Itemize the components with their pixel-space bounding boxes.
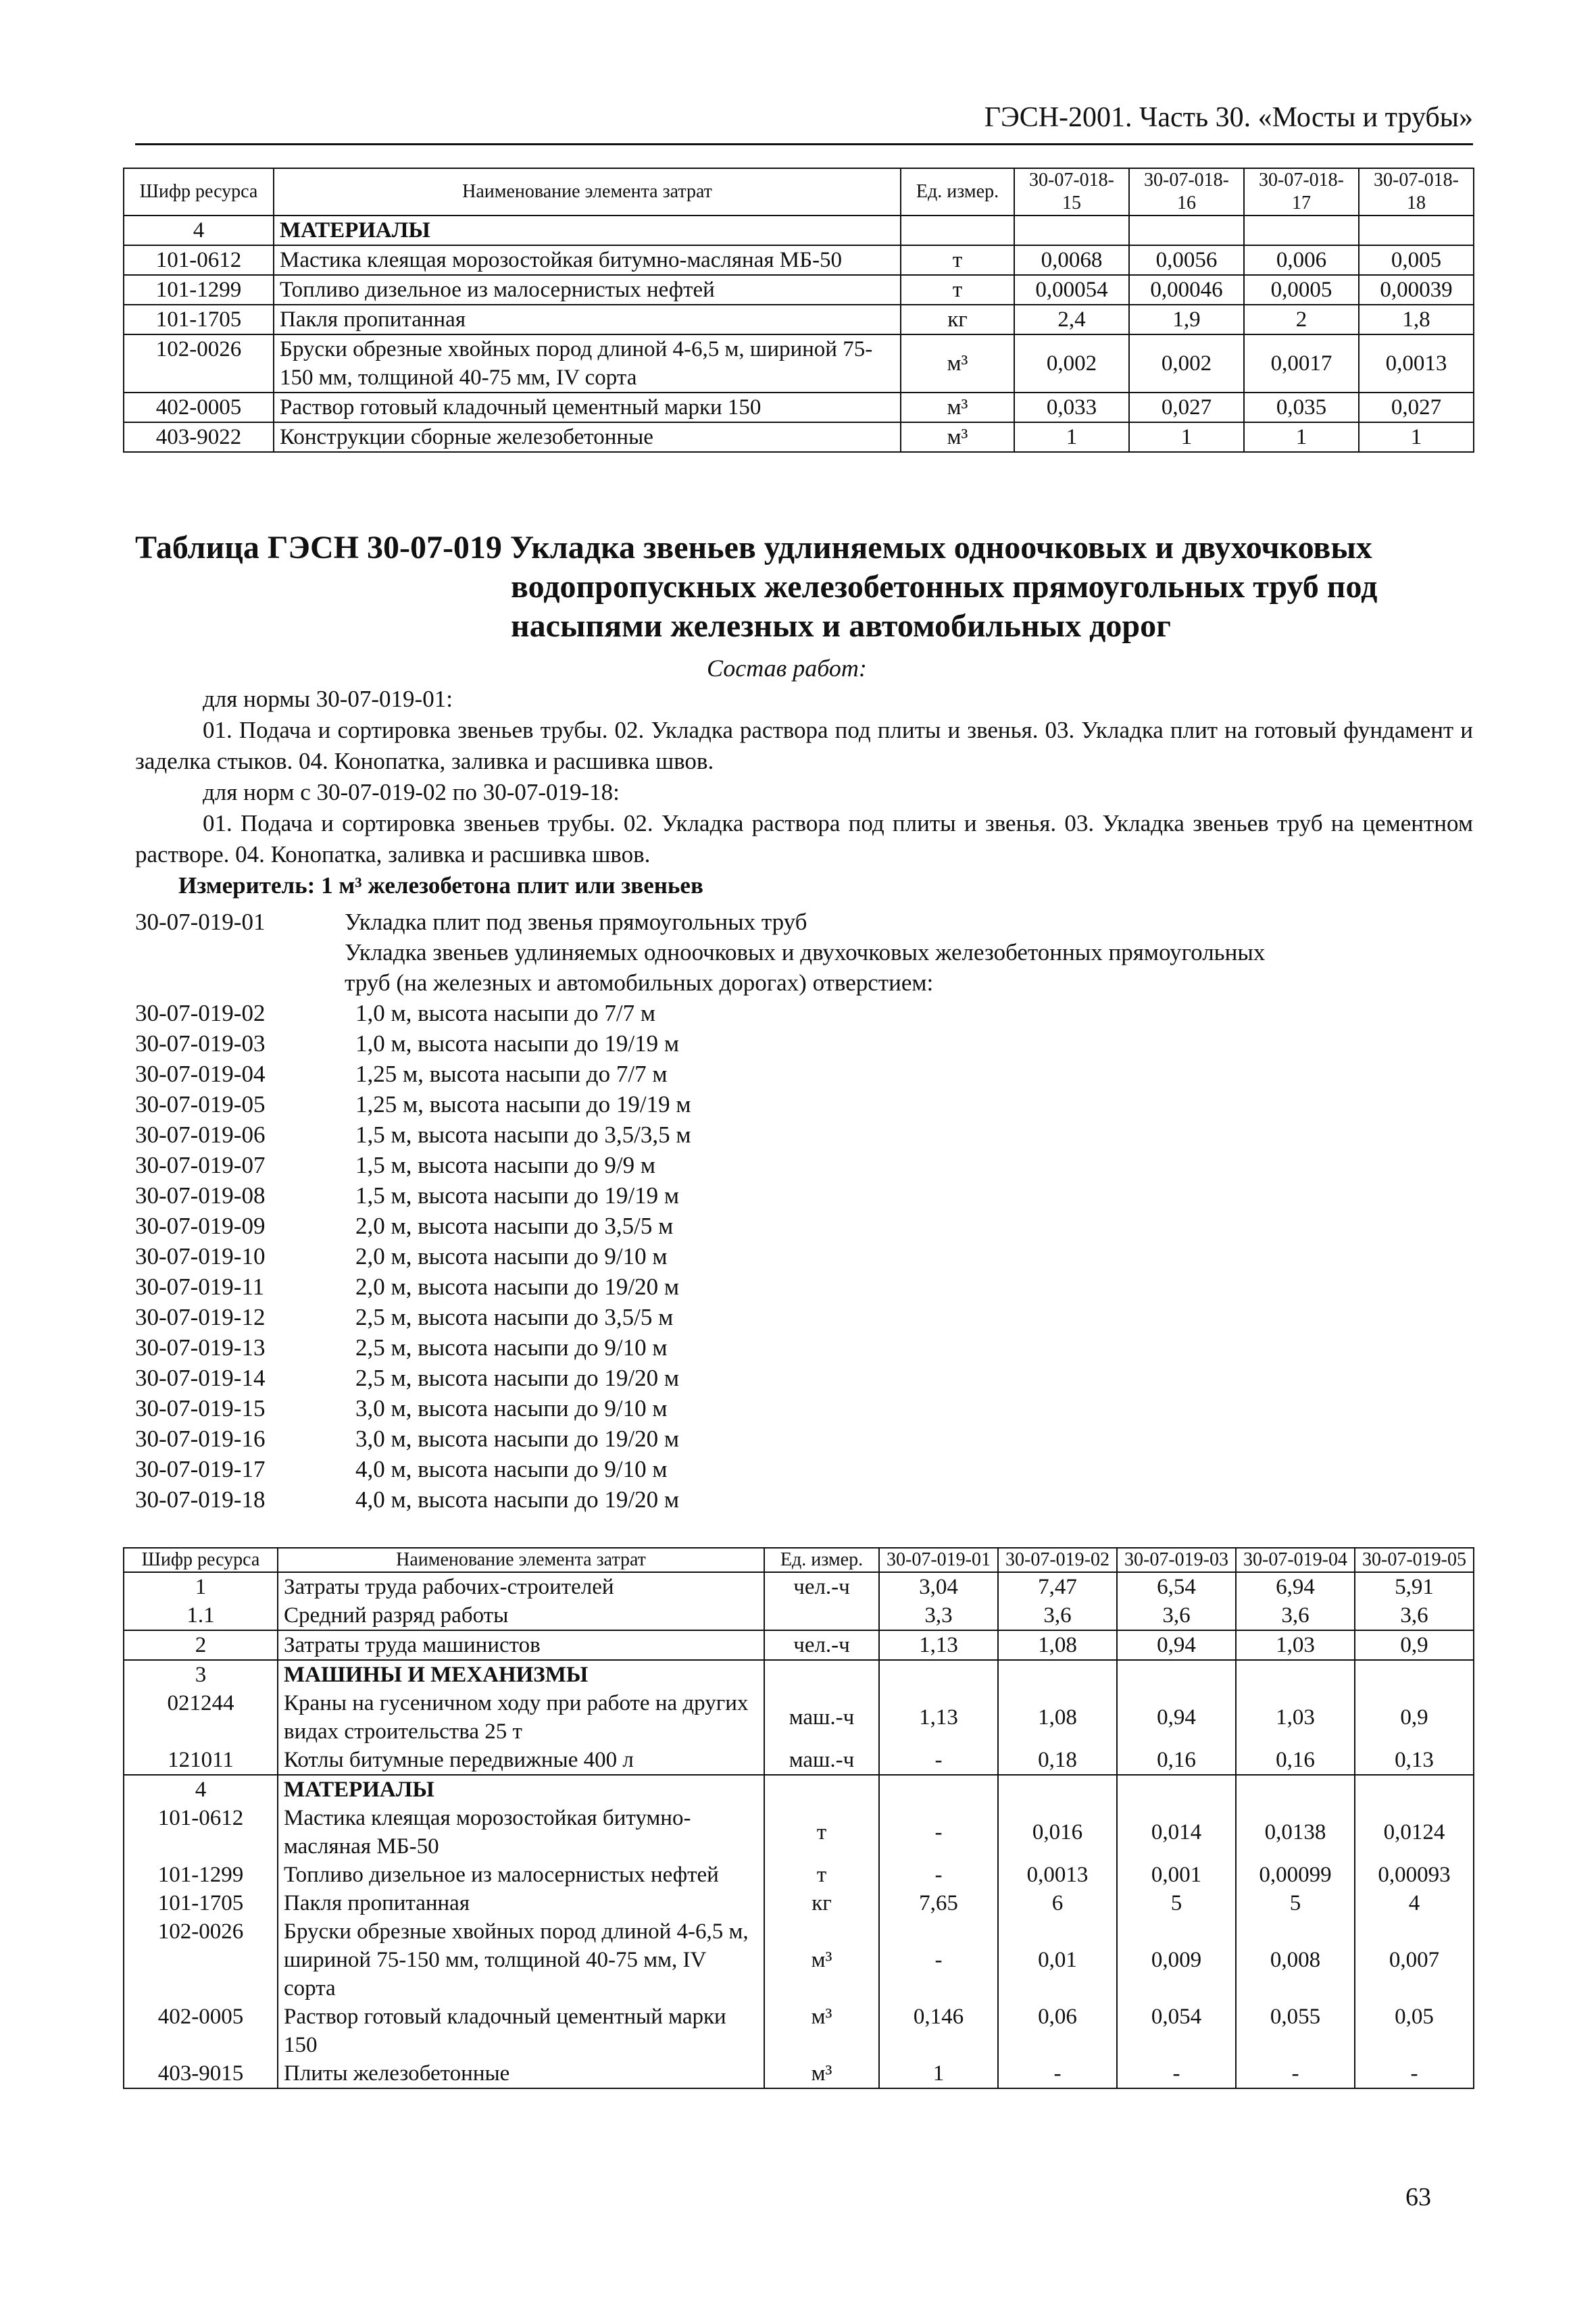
list-item	[135, 967, 1473, 998]
list-item	[135, 1454, 1473, 1484]
value-cell: 1,03	[1236, 1630, 1355, 1660]
norms-list	[135, 907, 1473, 1515]
resource-name-cell: Котлы битумные передвижные 400 л	[278, 1746, 764, 1775]
resource-code-cell: 101-1299	[124, 275, 274, 305]
norm-code: 30-07-019-12	[135, 1304, 266, 1330]
value-cell: 0,054	[1117, 2003, 1236, 2059]
header-cell: Ед. измер.	[764, 1548, 879, 1572]
value-cell: 0,00046	[1129, 275, 1244, 305]
unit-cell	[764, 1775, 879, 1804]
value-cell: 0,0124	[1355, 1804, 1474, 1861]
norm-code: 30-07-019-02	[135, 1000, 266, 1026]
list-item	[135, 1211, 1473, 1241]
table-row	[124, 1601, 1474, 1630]
value-cell: 0,9	[1355, 1630, 1474, 1660]
table-row	[124, 1804, 1474, 1861]
header-cell: 30-07-019-02	[998, 1548, 1117, 1572]
value-cell: -	[879, 1746, 998, 1775]
table-body	[124, 1572, 1474, 2088]
value-cell: 0,94	[1117, 1689, 1236, 1746]
value-cell: 0,027	[1129, 393, 1244, 422]
value-cell: 1	[879, 2059, 998, 2088]
value-cell: 0,146	[879, 2003, 998, 2059]
value-cell: 0,0005	[1244, 275, 1359, 305]
norm-code: 30-07-019-01	[135, 909, 266, 935]
value-cell: 5,91	[1355, 1572, 1474, 1601]
unit-cell: м³	[901, 393, 1014, 422]
resource-code-cell: 101-1705	[124, 1889, 278, 1917]
table-title	[135, 528, 1473, 646]
table-row	[124, 1861, 1474, 1889]
list-item	[135, 1363, 1473, 1393]
unit-cell: м³	[764, 2003, 879, 2059]
value-cell: 0,00099	[1236, 1861, 1355, 1889]
value-cell	[998, 1775, 1117, 1804]
value-cell: 0,01	[998, 1917, 1117, 2003]
composition-text	[135, 684, 1473, 901]
unit-cell: кг	[764, 1889, 879, 1917]
table-row	[124, 422, 1474, 452]
unit-cell	[764, 1660, 879, 1689]
resource-name-cell: Мастика клеящая морозостойкая битумно-масляная МБ-50	[274, 245, 901, 275]
norm-desc: 2,0 м, высота насыпи до 3,5/5 м	[355, 1213, 674, 1239]
norm-code: 30-07-019-11	[135, 1274, 265, 1300]
norm-code: 30-07-019-09	[135, 1213, 266, 1239]
list-item	[135, 937, 1473, 967]
resource-code-cell: 101-1705	[124, 305, 274, 334]
value-cell: 1	[1244, 422, 1359, 452]
resource-code-cell: 1.1	[124, 1601, 278, 1630]
norm-code: 30-07-019-16	[135, 1426, 266, 1452]
value-cell: 0,016	[998, 1804, 1117, 1861]
norm-label: для нормы 30-07-019-01:	[203, 686, 453, 712]
norm-desc: 3,0 м, высота насыпи до 19/20 м	[355, 1426, 679, 1452]
header-cell: 30-07-018-15	[1014, 168, 1129, 216]
resource-name-cell: Бруски обрезные хвойных пород длиной 4-6,5 м, шириной 75-150 мм, толщиной 40-75 мм, IV сорта	[278, 1917, 764, 2003]
header-cell: Ед. измер.	[901, 168, 1014, 216]
measure-unit: Измеритель: 1 м³ железобетона плит или звеньев	[178, 872, 703, 899]
resource-name-cell: Краны на гусеничном ходу при работе на других видах строительства 25 т	[278, 1689, 764, 1746]
header-cell: Наименование элемента затрат	[278, 1548, 764, 1572]
value-cell: 6,54	[1117, 1572, 1236, 1601]
norm-desc: 1,5 м, высота насыпи до 3,5/3,5 м	[355, 1122, 691, 1148]
list-item	[135, 1150, 1473, 1180]
value-cell: -	[1355, 2059, 1474, 2088]
norm-desc: 4,0 м, высота насыпи до 9/10 м	[355, 1456, 668, 1482]
unit-cell	[764, 1601, 879, 1630]
unit-cell: чел.-ч	[764, 1630, 879, 1660]
value-cell: 5	[1236, 1889, 1355, 1917]
table-row	[124, 1917, 1474, 2003]
resource-code-cell: 1	[124, 1572, 278, 1601]
resource-code-cell: 4	[124, 1775, 278, 1804]
resource-table-019	[123, 1547, 1474, 2089]
value-cell: 0,0138	[1236, 1804, 1355, 1861]
header-cell: 30-07-019-01	[879, 1548, 998, 1572]
value-cell: 3,6	[998, 1601, 1117, 1630]
resource-name-cell: МАТЕРИАЛЫ	[274, 216, 901, 245]
value-cell: 3,3	[879, 1601, 998, 1630]
table-row	[124, 1630, 1474, 1660]
table-header-row	[124, 168, 1474, 216]
value-cell: 0,007	[1355, 1917, 1474, 2003]
unit-cell: кг	[901, 305, 1014, 334]
value-cell: 1	[1014, 422, 1129, 452]
value-cell: 0,009	[1117, 1917, 1236, 2003]
table-body	[124, 216, 1474, 452]
table-row	[124, 245, 1474, 275]
resource-code-cell: 101-1299	[124, 1861, 278, 1889]
value-cell: 7,47	[998, 1572, 1117, 1601]
header-cell: 30-07-018-18	[1359, 168, 1474, 216]
norm-code: 30-07-019-03	[135, 1030, 266, 1057]
unit-cell: м³	[764, 1917, 879, 2003]
resource-code-cell: 3	[124, 1660, 278, 1689]
header-cell: Шифр ресурса	[124, 168, 274, 216]
table-header-row	[124, 1548, 1474, 1572]
norm-desc: 2,5 м, высота насыпи до 9/10 м	[355, 1334, 668, 1361]
value-cell	[998, 1660, 1117, 1689]
norm-code: 30-07-019-10	[135, 1243, 266, 1269]
value-cell: 0,18	[998, 1746, 1117, 1775]
resource-code-cell: 102-0026	[124, 1917, 278, 2003]
norm-desc: 1,0 м, высота насыпи до 7/7 м	[355, 1000, 655, 1026]
value-cell: -	[879, 1917, 998, 2003]
norm-desc: 2,0 м, высота насыпи до 9/10 м	[355, 1243, 668, 1269]
value-cell	[1236, 1660, 1355, 1689]
value-cell: -	[879, 1804, 998, 1861]
value-cell: 3,04	[879, 1572, 998, 1601]
norm-group-desc: Укладка звеньев удлиняемых одноочковых и двухочковых железобетонных прямоугольных	[345, 939, 1266, 965]
header-cell: Шифр ресурса	[124, 1548, 278, 1572]
header-rule	[135, 143, 1473, 145]
list-item	[135, 1180, 1473, 1211]
value-cell	[879, 1660, 998, 1689]
value-cell: 1,08	[998, 1630, 1117, 1660]
resource-name-cell: Бруски обрезные хвойных пород длиной 4-6,5 м, шириной 75-150 мм, толщиной 40-75 мм, IV сорта	[274, 334, 901, 393]
table-row	[124, 216, 1474, 245]
resource-name-cell: Раствор готовый кладочный цементный марки 150	[274, 393, 901, 422]
table-row	[124, 1889, 1474, 1917]
list-item	[135, 1089, 1473, 1120]
value-cell: 5	[1117, 1889, 1236, 1917]
list-item	[135, 1120, 1473, 1150]
value-cell: 0,0056	[1129, 245, 1244, 275]
value-cell: 0,13	[1355, 1746, 1474, 1775]
norm-desc: 3,0 м, высота насыпи до 9/10 м	[355, 1395, 668, 1422]
table-row	[124, 1572, 1474, 1601]
value-cell: 0,008	[1236, 1917, 1355, 2003]
value-cell: 0,0017	[1244, 334, 1359, 393]
value-cell: 0,05	[1355, 2003, 1474, 2059]
value-cell: 6,94	[1236, 1572, 1355, 1601]
norm-desc: 1,5 м, высота насыпи до 19/19 м	[355, 1182, 679, 1209]
value-cell: 0,06	[998, 2003, 1117, 2059]
table-row	[124, 1746, 1474, 1775]
header-cell: 30-07-019-03	[1117, 1548, 1236, 1572]
value-cell: 1,13	[879, 1630, 998, 1660]
value-cell: 0,005	[1359, 245, 1474, 275]
value-cell	[1355, 1775, 1474, 1804]
list-item	[135, 1393, 1473, 1424]
norm-text: 01. Подача и сортировка звеньев трубы. 02. Укладка раствора под плиты и звенья. 03. Укладка плит на готовый фундамент и заделка стыков. 04. Конопатка, заливка и расшивка швов.	[135, 717, 1473, 774]
value-cell: 2	[1244, 305, 1359, 334]
resource-name-cell: Пакля пропитанная	[278, 1889, 764, 1917]
norm-code: 30-07-019-06	[135, 1122, 266, 1148]
unit-cell: т	[764, 1804, 879, 1861]
resource-code-cell: 2	[124, 1630, 278, 1660]
value-cell	[1359, 216, 1474, 245]
norm-code: 30-07-019-04	[135, 1061, 266, 1087]
value-cell: 7,65	[879, 1889, 998, 1917]
value-cell: 0,027	[1359, 393, 1474, 422]
header-cell: Наименование элемента затрат	[274, 168, 901, 216]
header-cell: 30-07-019-04	[1236, 1548, 1355, 1572]
unit-cell: м³	[901, 334, 1014, 393]
unit-cell: маш.-ч	[764, 1746, 879, 1775]
value-cell	[1244, 216, 1359, 245]
resource-code-cell: 403-9015	[124, 2059, 278, 2088]
norm-desc: 1,25 м, высота насыпи до 19/19 м	[355, 1091, 691, 1117]
resource-name-cell: Пакля пропитанная	[274, 305, 901, 334]
unit-cell	[901, 216, 1014, 245]
resource-code-cell: 101-0612	[124, 245, 274, 275]
page-number: 63	[1405, 2183, 1431, 2211]
resource-code-cell: 121011	[124, 1746, 278, 1775]
value-cell: 0,002	[1129, 334, 1244, 393]
table-row	[124, 275, 1474, 305]
list-item	[135, 1424, 1473, 1454]
value-cell	[1129, 216, 1244, 245]
norm-desc: 1,25 м, высота насыпи до 7/7 м	[355, 1061, 668, 1087]
value-cell: 0,002	[1014, 334, 1129, 393]
norm-desc: 2,5 м, высота насыпи до 19/20 м	[355, 1365, 679, 1391]
value-cell	[1117, 1660, 1236, 1689]
resource-code-cell: 403-9022	[124, 422, 274, 452]
list-item	[135, 907, 1473, 937]
table-row	[124, 334, 1474, 393]
table-row	[124, 2003, 1474, 2059]
header-cell: 30-07-018-17	[1244, 168, 1359, 216]
resource-name-cell: Топливо дизельное из малосернистых нефтей	[278, 1861, 764, 1889]
resource-code-cell: 102-0026	[124, 334, 274, 393]
resource-code-cell: 4	[124, 216, 274, 245]
value-cell: 2,4	[1014, 305, 1129, 334]
value-cell: -	[1236, 2059, 1355, 2088]
unit-cell: чел.-ч	[764, 1572, 879, 1601]
norm-group-desc: труб (на железных и автомобильных дорогах) отверстием:	[345, 970, 934, 996]
resource-name-cell: Раствор готовый кладочный цементный марки 150	[278, 2003, 764, 2059]
table-row	[124, 2059, 1474, 2088]
value-cell: 0,00039	[1359, 275, 1474, 305]
norm-code: 30-07-019-17	[135, 1456, 266, 1482]
value-cell	[1355, 1660, 1474, 1689]
value-cell: 0,00093	[1355, 1861, 1474, 1889]
norm-desc: 2,5 м, высота насыпи до 3,5/5 м	[355, 1304, 674, 1330]
value-cell: 6	[998, 1889, 1117, 1917]
unit-cell: т	[764, 1861, 879, 1889]
list-item	[135, 1332, 1473, 1363]
norm-desc: 1,0 м, высота насыпи до 19/19 м	[355, 1030, 679, 1057]
value-cell: 1,9	[1129, 305, 1244, 334]
value-cell	[1117, 1775, 1236, 1804]
value-cell: 0,00054	[1014, 275, 1129, 305]
resource-name-cell: Затраты труда рабочих-строителей	[278, 1572, 764, 1601]
resource-code-cell: 402-0005	[124, 393, 274, 422]
value-cell: 1	[1359, 422, 1474, 452]
value-cell: 0,9	[1355, 1689, 1474, 1746]
value-cell: 1	[1129, 422, 1244, 452]
value-cell: 0,0013	[1359, 334, 1474, 393]
list-item	[135, 1302, 1473, 1332]
value-cell: 0,16	[1117, 1746, 1236, 1775]
table-row	[124, 1689, 1474, 1746]
unit-cell: маш.-ч	[764, 1689, 879, 1746]
value-cell: 4	[1355, 1889, 1474, 1917]
norm-code: 30-07-019-14	[135, 1365, 266, 1391]
table-row	[124, 1775, 1474, 1804]
unit-cell: т	[901, 245, 1014, 275]
resource-name-cell: Плиты железобетонные	[278, 2059, 764, 2088]
resource-code-cell: 402-0005	[124, 2003, 278, 2059]
norm-code: 30-07-019-05	[135, 1091, 266, 1117]
value-cell: 1,08	[998, 1689, 1117, 1746]
list-item	[135, 1028, 1473, 1059]
resource-name-cell: Мастика клеящая морозостойкая битумно-масляная МБ-50	[278, 1804, 764, 1861]
resource-name-cell: Средний разряд работы	[278, 1601, 764, 1630]
norm-code: 30-07-019-15	[135, 1395, 266, 1422]
resource-name-cell: МАТЕРИАЛЫ	[278, 1775, 764, 1804]
list-item	[135, 1059, 1473, 1089]
unit-cell: т	[901, 275, 1014, 305]
value-cell	[879, 1775, 998, 1804]
value-cell: 0,16	[1236, 1746, 1355, 1775]
value-cell: 1,8	[1359, 305, 1474, 334]
table-row	[124, 393, 1474, 422]
value-cell: 0,014	[1117, 1804, 1236, 1861]
value-cell: 0,035	[1244, 393, 1359, 422]
value-cell: 3,6	[1355, 1601, 1474, 1630]
header-cell: 30-07-019-05	[1355, 1548, 1474, 1572]
running-header: ГЭСН-2001. Часть 30. «Мосты и трубы»	[984, 102, 1473, 133]
value-cell: -	[998, 2059, 1117, 2088]
header-cell: 30-07-018-16	[1129, 168, 1244, 216]
list-item	[135, 1241, 1473, 1272]
table-row	[124, 305, 1474, 334]
norm-label: для норм с 30-07-019-02 по 30-07-019-18:	[203, 779, 620, 805]
norm-code: 30-07-019-08	[135, 1182, 266, 1209]
norm-code: 30-07-019-13	[135, 1334, 266, 1361]
list-item	[135, 1272, 1473, 1302]
norm-text: 01. Подача и сортировка звеньев трубы. 02. Укладка раствора под плиты и звенья. 03. Укладка звеньев труб на цементном растворе. 04. Конопатка, заливка и расшивка швов.	[135, 810, 1473, 867]
title-line: водопропускных железобетонных прямоугольных труб под	[511, 569, 1378, 605]
norm-desc: 1,5 м, высота насыпи до 9/9 м	[355, 1152, 655, 1178]
resource-name-cell: МАШИНЫ И МЕХАНИЗМЫ	[278, 1660, 764, 1689]
composition-heading: Состав работ:	[707, 655, 867, 682]
value-cell: 0,033	[1014, 393, 1129, 422]
value-cell: 0,94	[1117, 1630, 1236, 1660]
unit-cell: м³	[901, 422, 1014, 452]
resource-name-cell: Конструкции сборные железобетонные	[274, 422, 901, 452]
value-cell: 1,03	[1236, 1689, 1355, 1746]
unit-cell: м³	[764, 2059, 879, 2088]
value-cell: 0,0068	[1014, 245, 1129, 275]
resource-code-cell: 101-0612	[124, 1804, 278, 1861]
value-cell: 1,13	[879, 1689, 998, 1746]
value-cell	[1014, 216, 1129, 245]
norm-code: 30-07-019-07	[135, 1152, 266, 1178]
value-cell: 0,001	[1117, 1861, 1236, 1889]
norm-desc: 2,0 м, высота насыпи до 19/20 м	[355, 1274, 679, 1300]
title-line: Таблица ГЭСН 30-07-019 Укладка звеньев удлиняемых одноочковых и двухочковых	[135, 530, 1372, 565]
value-cell: 3,6	[1236, 1601, 1355, 1630]
value-cell: -	[1117, 2059, 1236, 2088]
norm-code: 30-07-019-18	[135, 1486, 266, 1513]
resource-code-cell: 021244	[124, 1689, 278, 1746]
resource-name-cell: Затраты труда машинистов	[278, 1630, 764, 1660]
title-line: насыпями железных и автомобильных дорог	[511, 608, 1171, 644]
value-cell: 0,055	[1236, 2003, 1355, 2059]
value-cell: 0,006	[1244, 245, 1359, 275]
list-item	[135, 998, 1473, 1028]
table-row	[124, 1660, 1474, 1689]
resource-name-cell: Топливо дизельное из малосернистых нефтей	[274, 275, 901, 305]
norm-desc: Укладка плит под звенья прямоугольных труб	[345, 909, 807, 935]
list-item	[135, 1484, 1473, 1515]
value-cell: -	[879, 1861, 998, 1889]
value-cell: 0,0013	[998, 1861, 1117, 1889]
value-cell: 3,6	[1117, 1601, 1236, 1630]
resource-table-018	[123, 168, 1474, 453]
value-cell	[1236, 1775, 1355, 1804]
norm-desc: 4,0 м, высота насыпи до 19/20 м	[355, 1486, 679, 1513]
